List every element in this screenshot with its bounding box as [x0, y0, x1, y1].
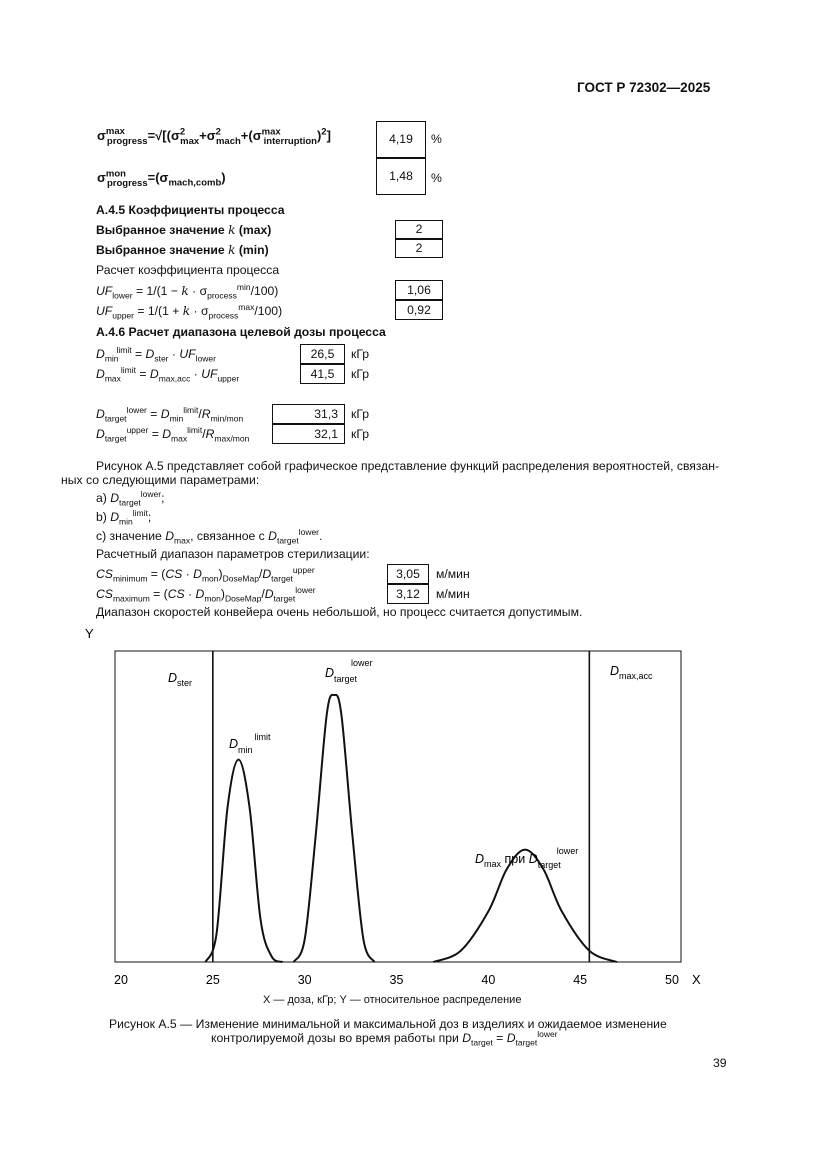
cs-minimum-value-box: 3,05	[387, 564, 429, 584]
list-item-c: c) значение $D_{max}$, связанное с $D_{target}^{lower}$.	[96, 526, 323, 546]
paragraph-line-1: Рисунок А.5 представляет собой графическое представление функций распределения вероятностей, связан-	[96, 459, 720, 473]
figure-caption-line-1: Рисунок А.5 — Изменение минимальной и максимальной доз в изделиях и ожидаемое изменение	[109, 1017, 667, 1031]
figure-caption-line-2: контролируемой дозы во время работы при $D_{target} = D_{target}^{lower}$	[211, 1028, 558, 1048]
cs-maximum-value-box: 3,12	[387, 584, 429, 604]
uf-lower-formula: $UF_{lower} = 1/(1 - k \cdot \sigma_{process}^{min}/100)$	[96, 281, 279, 301]
list-item-a: a) $D_{target}^{lower}$;	[96, 488, 165, 508]
dtarget-upper-unit: кГр	[351, 427, 370, 441]
sigma-mon-unit: %	[431, 171, 442, 185]
k-max-value-box: 2	[395, 220, 443, 239]
dtarget-upper-formula: $D_{target}^{upper} = D_{max}^{limit}/R_{max/mon}$	[96, 424, 250, 444]
x-tick-label: 40	[481, 973, 496, 987]
distribution-curve-1	[205, 760, 282, 962]
label-d-max-acc: $D_{max,acc}$	[610, 664, 653, 681]
dtarget-lower-unit: кГр	[351, 407, 370, 421]
dtarget-upper-value-box: 32,1	[272, 424, 345, 444]
sigma-max-formula: $\sigma^{max}_{progress}=√[(\sigma^2_{max}+\sigma^2_{mach}+(\sigma^{max}_{interruption})^2]$	[97, 125, 331, 147]
cs-maximum-formula: $CS_{maximum} = (CS \cdot D_{mon})_{DoseMap}/D_{target}^{lower}$	[96, 584, 316, 604]
cs-minimum-unit: м/мин	[436, 567, 470, 581]
dtarget-lower-formula: $D_{target}^{lower} = D_{min}^{limit}/R_{min/mon}$	[96, 404, 244, 424]
list-item-b: b) $D_{min}^{limit}$;	[96, 507, 152, 527]
x-tick-label: 45	[573, 973, 588, 987]
page-number: 39	[713, 1056, 727, 1070]
x-tick-label: 50	[665, 973, 679, 987]
uf-lower-value-box: 1,06	[395, 280, 443, 300]
cs-maximum-unit: м/мин	[436, 587, 470, 601]
x-tick-label: 20	[114, 973, 128, 987]
cs-minimum-formula: $CS_{minimum} = (CS \cdot D_{mon})_{DoseMap}/D_{target}^{upper}$	[96, 564, 315, 584]
sterilization-range-label: Расчетный диапазон параметров стерилизации:	[96, 547, 370, 561]
x-axis-label: X	[692, 972, 701, 987]
y-axis-label: Y	[85, 626, 94, 641]
label-d-ster: $D_{ster}$	[168, 671, 193, 688]
sigma-max-value-box: 4,19	[376, 121, 426, 158]
dmax-limit-formula: $D_{max}^{limit} = D_{max,acc} \cdot UF_{upper}$	[96, 364, 240, 384]
chart-legend: X — доза, кГр; Y — относительное распределение	[263, 994, 522, 1006]
conclusion-text: Диапазон скоростей конвейера очень небольшой, но процесс считается допустимым.	[96, 605, 583, 619]
paragraph-line-2: ных со следующими параметрами:	[61, 473, 260, 487]
sigma-mon-value-box: 1,48	[376, 158, 426, 195]
process-coefficient-label: Расчет коэффициента процесса	[96, 263, 280, 277]
k-min-value-box: 2	[395, 239, 443, 258]
dmin-limit-value-box: 26,5	[300, 344, 345, 364]
distribution-curve-2	[294, 695, 375, 962]
k-max-label: Выбранное значение k (max)	[96, 223, 272, 237]
k-min-label: Выбранное значение k (min)	[96, 243, 269, 257]
x-tick-label: 30	[297, 973, 312, 987]
section-a46-heading: А.4.6 Расчет диапазона целевой дозы процесса	[96, 325, 386, 339]
plot-frame	[115, 651, 681, 962]
dmin-limit-formula: $D_{min}^{limit} = D_{ster} \cdot UF_{lower}$	[96, 344, 216, 364]
distribution-chart	[0, 620, 827, 1040]
label-d-target-lower: $D_{target}lower$	[325, 658, 373, 684]
uf-upper-formula: $UF_{upper} = 1/(1 + k \cdot \sigma_{process}^{max}/100)$	[96, 301, 283, 321]
x-tick-label: 25	[205, 973, 220, 987]
dmax-limit-unit: кГр	[351, 367, 370, 381]
sigma-max-unit: %	[431, 132, 442, 146]
dmax-limit-value-box: 41,5	[300, 364, 345, 384]
x-tick-label: 35	[389, 973, 404, 987]
uf-upper-value-box: 0,92	[395, 300, 443, 320]
section-a45-heading: А.4.5 Коэффициенты процесса	[96, 203, 285, 217]
dmin-limit-unit: кГр	[351, 347, 370, 361]
standard-header: ГОСТ Р 72302—2025	[577, 80, 711, 95]
sigma-mon-formula: $\sigma^{mon}_{progress}=(\sigma_{mach,comb})$	[97, 168, 226, 189]
dtarget-lower-value-box: 31,3	[272, 404, 345, 424]
label-d-max-at-target: $D_{max}$ при $D_{target}lower$	[475, 846, 579, 870]
label-d-min-limit: $D_{min}^{limit}$	[229, 732, 271, 755]
